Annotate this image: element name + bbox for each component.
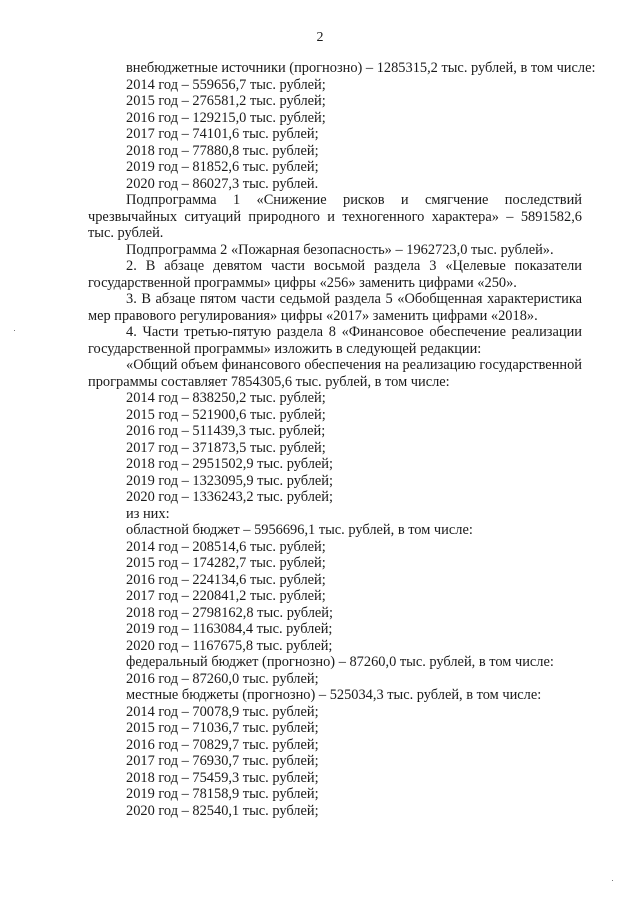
point-2-paragraph: 2. В абзаце девятом части восьмой раздела 3 «Целевые показатели государственной программы» цифры «256» заменить цифрами «250». xyxy=(88,258,582,291)
list-item: 2017 год – 76930,7 тыс. рублей; xyxy=(126,753,319,769)
subprogram-1-paragraph: Подпрограмма 1 «Снижение рисков и смягчение последствий чрезвычайных ситуаций природного и техногенного характера» – 5891582,6 тыс. рублей. xyxy=(88,192,582,241)
list-item: 2014 год – 208514,6 тыс. рублей; xyxy=(126,538,326,555)
list-item: 2017 год – 371873,5 тыс. рублей; xyxy=(126,439,326,456)
regional-budget-list xyxy=(88,539,582,655)
list-item: 2019 год – 1163084,4 тыс. рублей; xyxy=(126,621,333,637)
list-item: 2016 год – 70829,7 тыс. рублей; xyxy=(126,736,319,753)
of-them-label: из них: xyxy=(126,505,170,522)
list-item: 2014 год – 838250,2 тыс. рублей; xyxy=(126,390,326,406)
scan-speck xyxy=(14,330,15,331)
list-item: 2016 год – 129215,0 тыс. рублей; xyxy=(126,109,326,126)
list-item: 2020 год – 1336243,2 тыс. рублей; xyxy=(126,489,333,505)
list-item: 2018 год – 2798162,8 тыс. рублей; xyxy=(126,604,333,621)
list-item: 2020 год – 1167675,8 тыс. рублей; xyxy=(126,637,333,654)
extrabudget-heading: внебюджетные источники (прогнозно) – 1285315,2 тыс. рублей, в том числе: xyxy=(126,60,596,76)
list-item: 2015 год – 521900,6 тыс. рублей; xyxy=(126,406,326,423)
list-item: 2014 год – 70078,9 тыс. рублей; xyxy=(126,703,319,720)
point-3-paragraph: 3. В абзаце пятом части седьмой раздела 5 «Обобщенная характеристика мер правового регулирования» цифры «2017» заменить цифрами «2018». xyxy=(88,291,582,324)
total-funding-list xyxy=(88,390,582,506)
list-item: 2018 год – 2951502,9 тыс. рублей; xyxy=(126,456,333,472)
list-item: 2017 год – 220841,2 тыс. рублей; xyxy=(126,588,326,604)
regional-budget-heading: областной бюджет – 5956696,1 тыс. рублей, в том числе: xyxy=(126,522,473,538)
list-item: 2016 год – 511439,3 тыс. рублей; xyxy=(126,423,326,439)
local-budgets-list xyxy=(88,704,582,820)
list-item: 2016 год – 87260,0 тыс. рублей; xyxy=(126,670,319,687)
extrabudget-list xyxy=(88,77,582,193)
document-body xyxy=(88,60,596,819)
scan-speck xyxy=(612,880,613,881)
list-item: 2015 год – 276581,2 тыс. рублей; xyxy=(126,93,326,109)
total-funding-paragraph: «Общий объем финансового обеспечения на реализацию государственной программы составляет 7854305,6 тыс. рублей, в том числе: xyxy=(88,357,582,390)
list-item: 2019 год – 81852,6 тыс. рублей; xyxy=(126,159,319,175)
list-item: 2020 год – 82540,1 тыс. рублей; xyxy=(126,802,319,819)
page-number: 2 xyxy=(316,30,324,45)
federal-budget-heading: федеральный бюджет (прогнозно) – 87260,0 тыс. рублей, в том числе: xyxy=(126,654,554,670)
list-item: 2014 год – 559656,7 тыс. рублей; xyxy=(126,76,326,93)
list-item: 2018 год – 75459,3 тыс. рублей; xyxy=(126,769,319,786)
list-item: 2016 год – 224134,6 тыс. рублей; xyxy=(126,571,326,588)
list-item: 2015 год – 71036,7 тыс. рублей; xyxy=(126,720,319,736)
list-item: 2015 год – 174282,7 тыс. рублей; xyxy=(126,555,326,571)
local-budgets-heading: местные бюджеты (прогнозно) – 525034,3 тыс. рублей, в том числе: xyxy=(126,687,542,703)
point-4-paragraph: 4. Части третью-пятую раздела 8 «Финансовое обеспечение реализации государственной программы» изложить в следующей редакции: xyxy=(88,324,582,357)
list-item: 2017 год – 74101,6 тыс. рублей; xyxy=(126,126,319,142)
list-item: 2019 год – 1323095,9 тыс. рублей; xyxy=(126,472,333,489)
list-item: 2018 год – 77880,8 тыс. рублей; xyxy=(126,142,319,159)
subprogram-2-paragraph: Подпрограмма 2 «Пожарная безопасность» – 1962723,0 тыс. рублей». xyxy=(126,241,554,258)
list-item: 2020 год – 86027,3 тыс. рублей. xyxy=(126,175,319,192)
federal-budget-list xyxy=(88,671,582,688)
list-item: 2019 год – 78158,9 тыс. рублей; xyxy=(126,786,319,802)
